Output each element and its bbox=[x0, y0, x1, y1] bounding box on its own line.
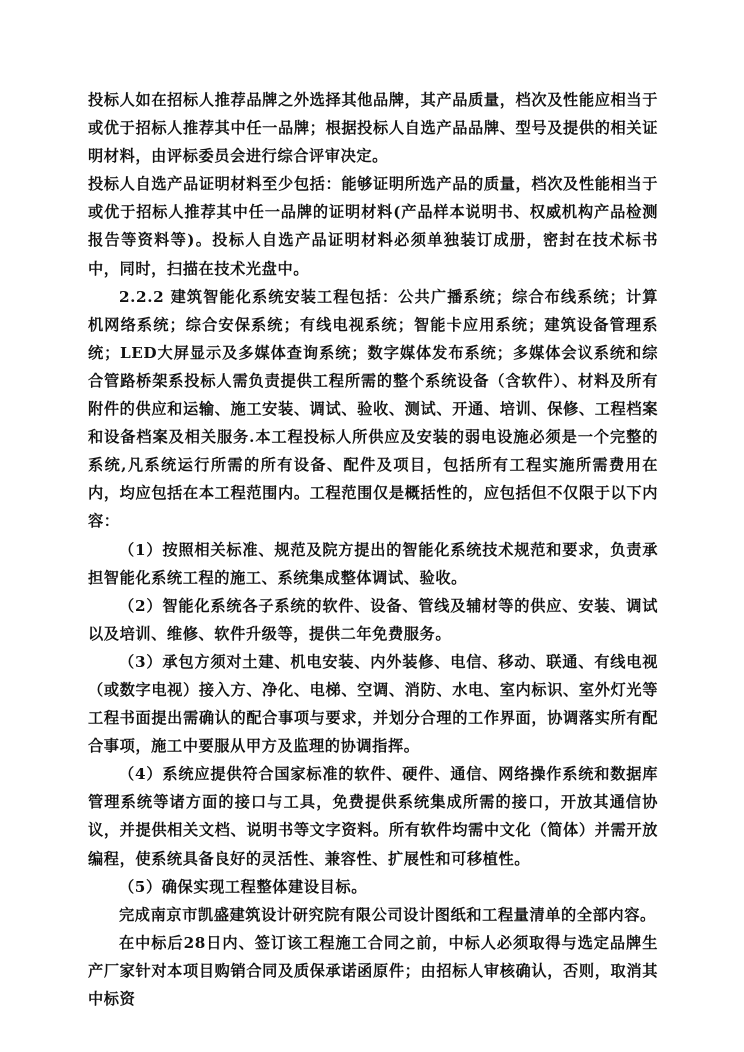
paragraph-proof-materials: 投标人自选产品证明材料至少包括：能够证明所选产品的质量，档次及性能相当于或优于招标人推荐其中任一品牌的证明材料(产品样本说明书、权威机构产品检测报告等资料等)。投标人自选产品证明材料必须单独装订成册，密封在技术标书中，同时，扫描在技术光盘中。 bbox=[88, 175, 658, 278]
list-item-3: （3）承包方须对土建、机电安装、内外装修、电信、移动、联通、有线电视（或数字电视）接入方、净化、电梯、空调、消防、水电、室内标识、室外灯光等工程书面提出需确认的配合事项与要求，并划分合理的工作界面，协调落实所有配合事项，施工中要服从甲方及监理的协调指挥。 bbox=[88, 652, 658, 756]
list-item-4: （4）系统应提供符合国家标准的软件、硬件、通信、网络操作系统和数据库管理系统等诸方面的接口与工具，免费提供系统集成所需的接口，开放其通信协议，并提供相关文档、说明书等文字资料。所有软件均需中文化（简体）并需开放编程，使系统具备良好的灵活性、兼容性、扩展性和可移植性。 bbox=[88, 765, 658, 868]
paragraph-brand-alternative: 投标人如在招标人推荐品牌之外选择其他品牌，其产品质量，档次及性能应相当于或优于招标人推荐其中任一品牌；根据投标人自选产品品牌、型号及提供的相关证明材料，由评标委员会进行综合评审决定。 bbox=[88, 91, 658, 166]
paragraph-contract-requirement: 在中标后28日内、签订该工程施工合同之前，中标人必须取得与选定品牌生产厂家针对本项目购销合同及质保承诺函原件；由招标人审核确认，否则，取消其中标资 bbox=[88, 933, 658, 1008]
paragraph-section-2-2-2: 2.2.2 建筑智能化系统安装工程包括：公共广播系统；综合布线系统；计算机网络系统；综合安保系统；有线电视系统；智能卡应用系统；建筑设备管理系统；LED大屏显示及多媒体查询系统；数字媒体发布系统；多媒体会议系统和综合管路桥架系投标人需负责提供工程所需的整个系统设备（含软件）、材料及所有附件的供应和运输、施工安装、调试、验收、测试、开通、培训、保修、工程档案和设备档案及相关服务.本工程投标人所供应及安装的弱电设施必须是一个完整的系统,凡系统运行所需的所有设备、配件及项目，包括所有工程实施所需费用在内，均应包括在本工程范围内。工程范围仅是概括性的，应包括但不仅限于以下内容： bbox=[88, 287, 658, 531]
list-item-5: （5）确保实现工程整体建设目标。 bbox=[119, 877, 367, 896]
list-item-2: （2）智能化系统各子系统的软件、设备、管线及辅材等的供应、安装、调试以及培训、维修、软件升级等，提供二年免费服务。 bbox=[88, 596, 658, 643]
document-body bbox=[88, 86, 658, 1013]
list-item-1: （1）按照相关标准、规范及院方提出的智能化系统技术规范和要求，负责承担智能化系统工程的施工、系统集成整体调试、验收。 bbox=[88, 540, 658, 587]
paragraph-design-scope: 完成南京市凯盛建筑设计研究院有限公司设计图纸和工程量清单的全部内容。 bbox=[119, 905, 656, 924]
